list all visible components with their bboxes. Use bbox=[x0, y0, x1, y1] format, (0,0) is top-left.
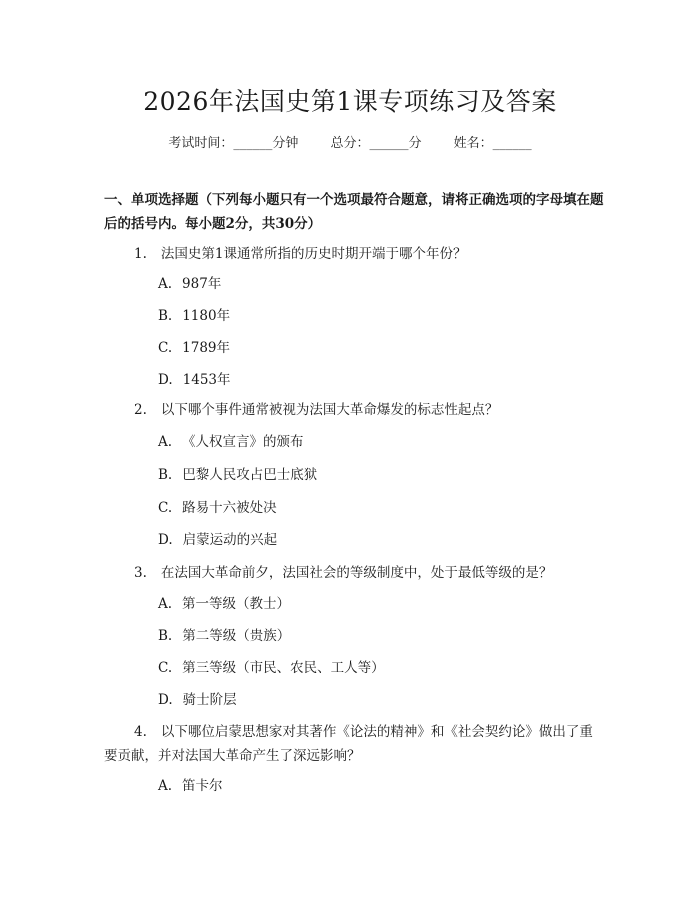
question-1 bbox=[134, 242, 604, 266]
exam-meta bbox=[0, 132, 700, 151]
option-text: 《人权宣言》的颁布 bbox=[182, 434, 304, 450]
question-2-option-d bbox=[158, 530, 277, 550]
option-text: 1789年 bbox=[182, 340, 230, 356]
question-1-option-c bbox=[158, 338, 230, 358]
question-text: 在法国大革命前夕，法国社会的等级制度中，处于最低等级的是？ bbox=[160, 565, 553, 581]
option-text: 987年 bbox=[182, 276, 222, 292]
question-1-option-d bbox=[158, 370, 231, 390]
option-letter: B. bbox=[158, 467, 173, 483]
option-text: 巴黎人民攻占巴士底狱 bbox=[182, 467, 318, 483]
question-number: 2. bbox=[134, 402, 147, 418]
option-letter: A. bbox=[158, 778, 173, 794]
option-text: 路易十六被处决 bbox=[182, 500, 277, 516]
option-text: 1180年 bbox=[182, 308, 231, 324]
question-text: 以下哪个事件通常被视为法国大革命爆发的标志性起点？ bbox=[160, 402, 499, 418]
question-text: 以下哪位启蒙思想家对其著作《论法的精神》和《社会契约论》做出了重要贡献，并对法国大革命产生了深远影响？ bbox=[104, 724, 593, 764]
question-2 bbox=[134, 398, 604, 422]
question-3 bbox=[134, 561, 604, 585]
option-letter: D. bbox=[158, 692, 173, 708]
section-heading: 一、单项选择题（下列每小题只有一个选项最符合题意，请将正确选项的字母填在题后的括号内。每小题2分，共30分） bbox=[104, 192, 604, 232]
question-1-option-a bbox=[158, 274, 221, 294]
option-letter: C. bbox=[158, 500, 173, 516]
option-letter: B. bbox=[158, 308, 173, 324]
exam-time-field: 考试时间：______分钟 bbox=[168, 136, 299, 151]
question-number: 4. bbox=[134, 724, 147, 740]
option-text: 第二等级（贵族） bbox=[182, 628, 291, 644]
option-letter: A. bbox=[158, 434, 173, 450]
option-text: 骑士阶层 bbox=[182, 692, 237, 708]
option-text: 启蒙运动的兴起 bbox=[182, 532, 278, 548]
question-2-option-b bbox=[158, 465, 317, 485]
question-number: 3. bbox=[134, 565, 147, 581]
option-letter: A. bbox=[158, 596, 173, 612]
question-3-option-c bbox=[158, 658, 385, 678]
option-letter: A. bbox=[158, 276, 173, 292]
question-2-option-a bbox=[158, 432, 304, 452]
option-letter: B. bbox=[158, 628, 173, 644]
question-number: 1. bbox=[134, 246, 147, 262]
option-letter: C. bbox=[158, 660, 173, 676]
option-text: 第三等级（市民、农民、工人等） bbox=[182, 660, 385, 676]
option-text: 笛卡尔 bbox=[182, 778, 223, 794]
option-text: 第一等级（教士） bbox=[182, 596, 291, 612]
question-3-option-d bbox=[158, 690, 237, 710]
option-letter: C. bbox=[158, 340, 173, 356]
question-4-option-a bbox=[158, 776, 223, 796]
question-4 bbox=[104, 720, 604, 768]
question-3-option-a bbox=[158, 594, 290, 614]
option-letter: D. bbox=[158, 372, 173, 388]
question-1-option-b bbox=[158, 306, 230, 326]
question-2-option-c bbox=[158, 498, 277, 518]
question-text: 法国史第1课通常所指的历史时期开端于哪个年份？ bbox=[160, 246, 467, 262]
document-title: 2026年法国史第1课专项练习及答案 bbox=[143, 87, 557, 116]
option-letter: D. bbox=[158, 532, 173, 548]
option-text: 1453年 bbox=[182, 372, 231, 388]
question-3-option-b bbox=[158, 626, 290, 646]
student-name-field: 姓名：______ bbox=[453, 136, 532, 151]
total-score-field: 总分：______分 bbox=[330, 136, 422, 151]
